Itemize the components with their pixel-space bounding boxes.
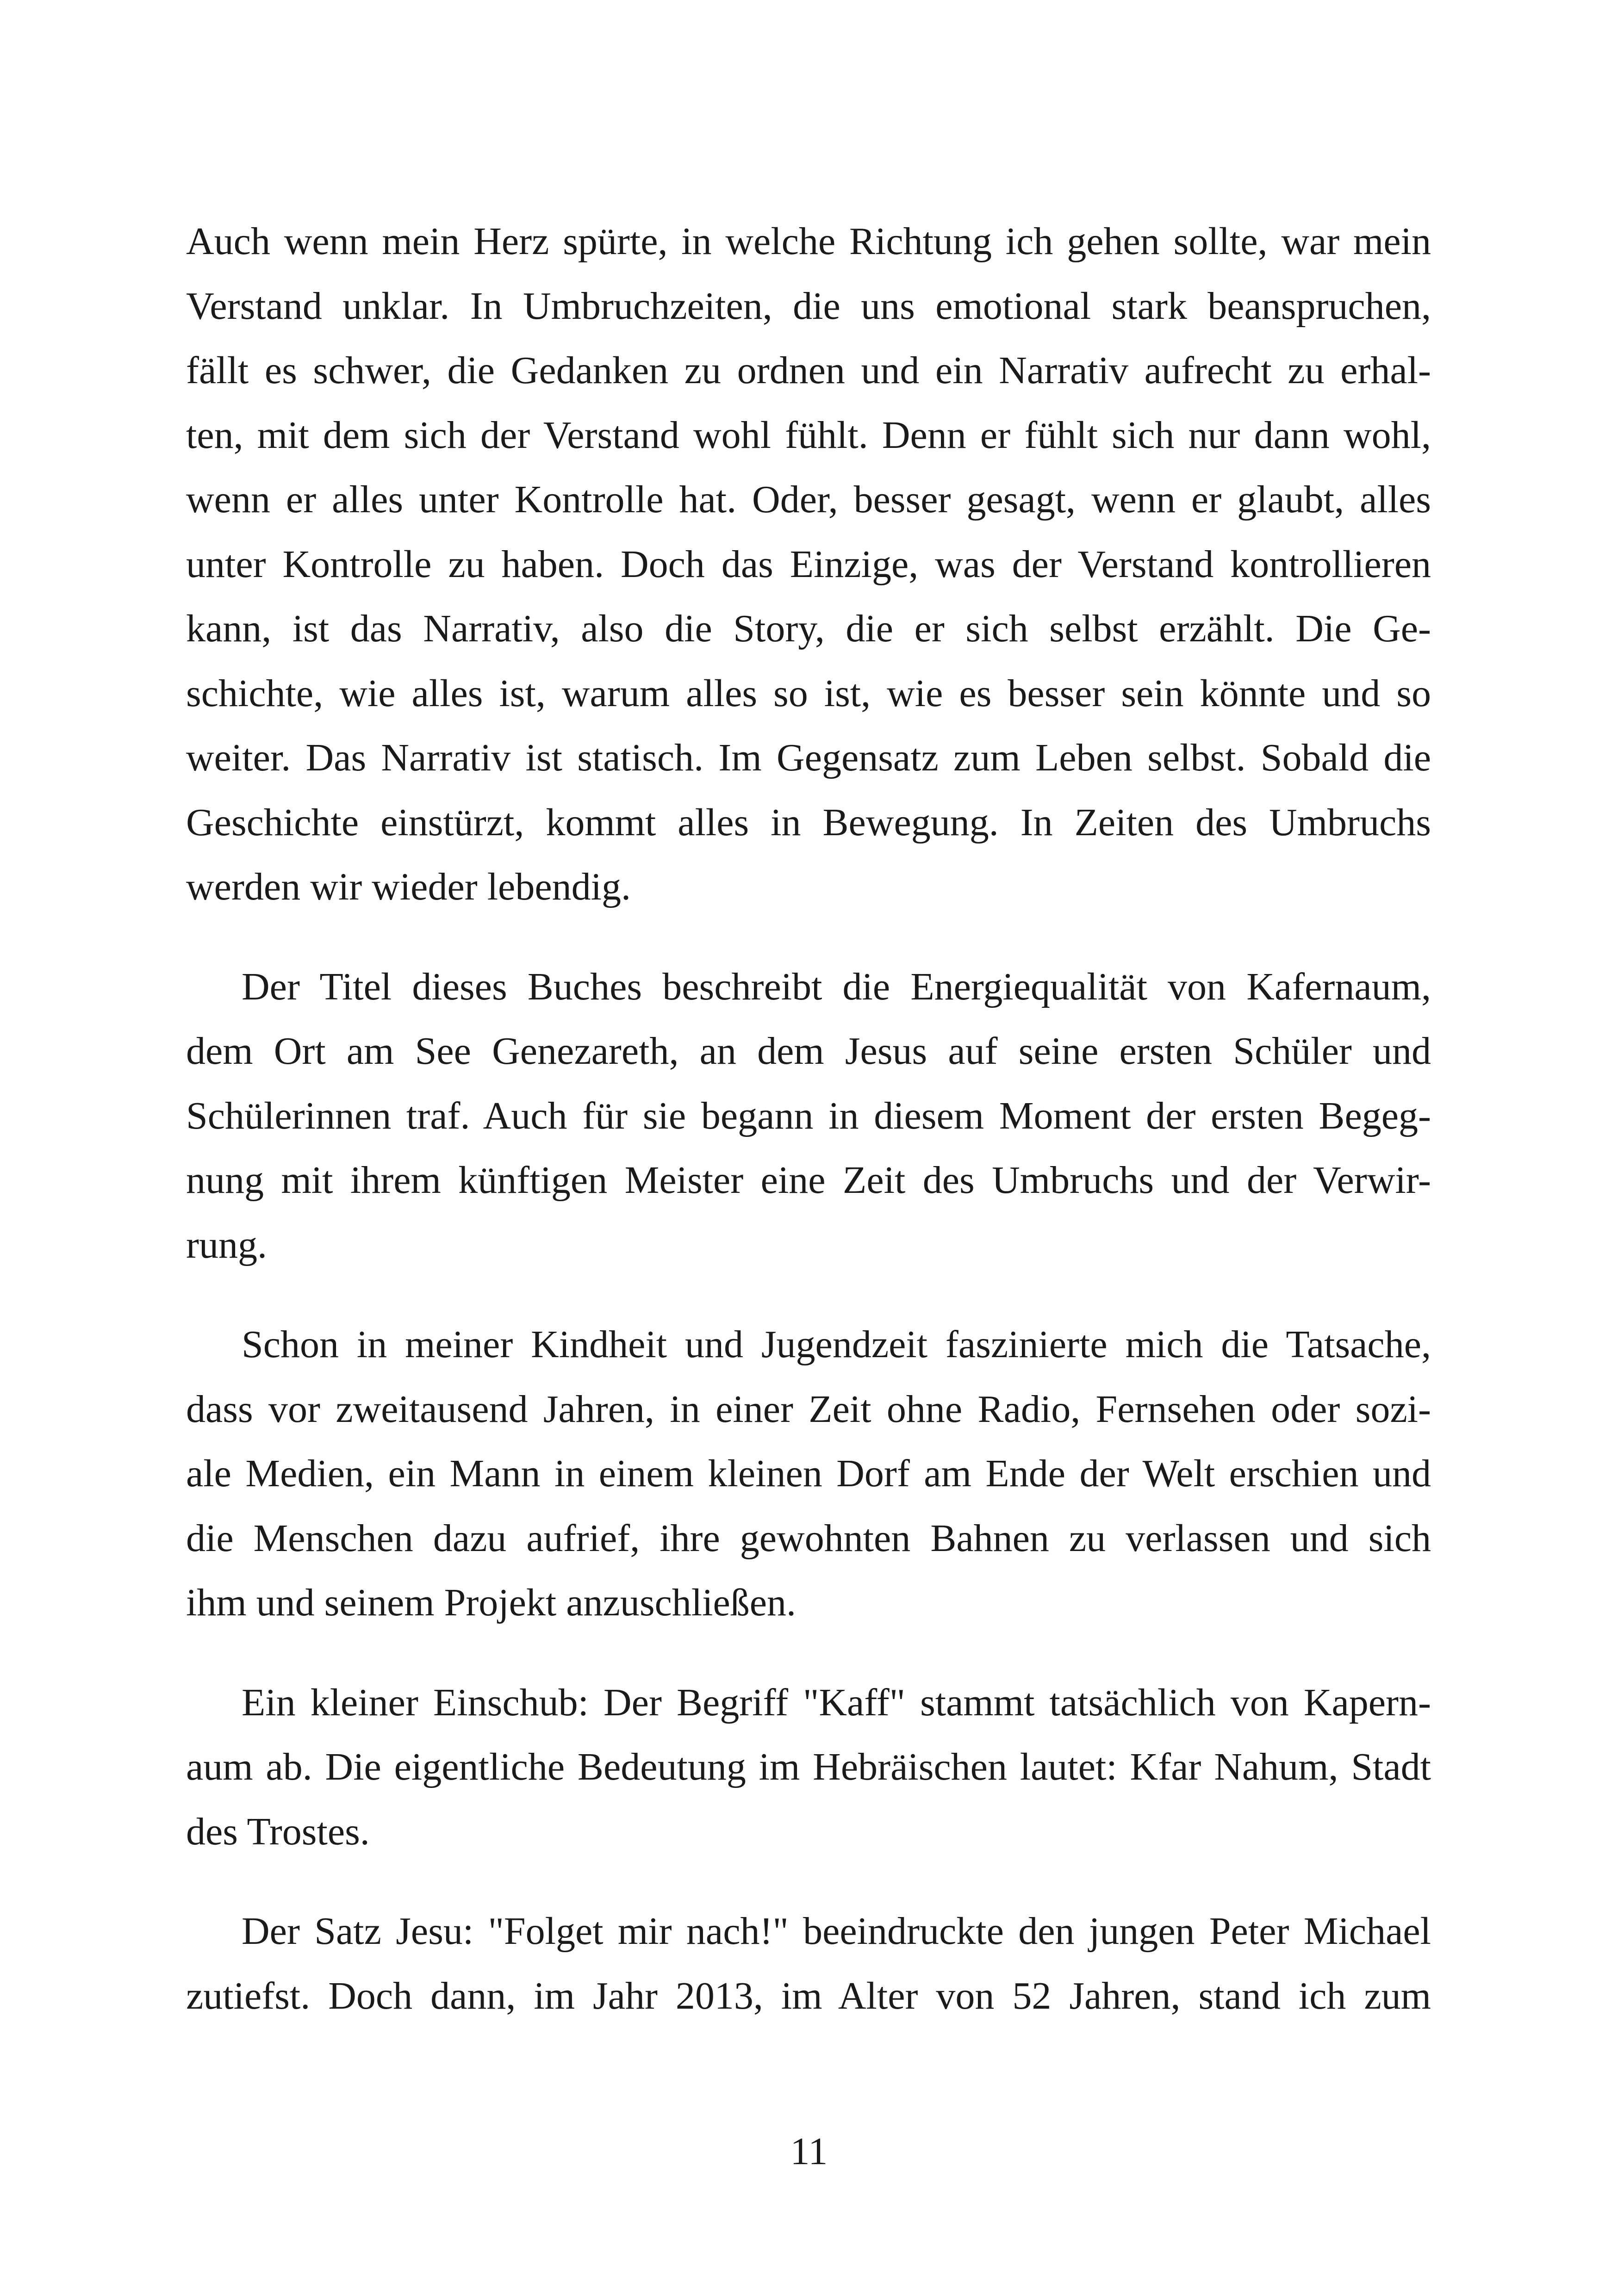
text-line: rung. bbox=[186, 1223, 267, 1266]
text-line: ale Medien, ein Mann in einem kleinen Dorf am Ende der Welt erschien und bbox=[186, 1452, 1431, 1495]
paragraph bbox=[186, 1312, 1431, 1635]
paragraph bbox=[186, 209, 1431, 919]
text-line: Schon in meiner Kindheit und Jugendzeit faszinierte mich die Tatsache, bbox=[242, 1323, 1431, 1366]
paragraph-gap bbox=[186, 1635, 1431, 1670]
paragraph-gap bbox=[186, 1277, 1431, 1312]
text-line: Schülerinnen traf. Auch für sie begann in diesem Moment der ersten Begeg- bbox=[186, 1094, 1431, 1137]
text-line: dass vor zweitausend Jahren, in einer Zeit ohne Radio, Fernsehen oder sozi- bbox=[186, 1387, 1431, 1431]
text-line: werden wir wieder lebendig. bbox=[186, 865, 631, 908]
paragraph bbox=[186, 955, 1431, 1278]
text-line: Verstand unklar. In Umbruchzeiten, die uns emotional stark beanspruchen, bbox=[186, 284, 1431, 328]
text-line: fällt es schwer, die Gedanken zu ordnen und ein Narrativ aufrecht zu erhal- bbox=[186, 349, 1431, 392]
text-line: zutiefst. Doch dann, im Jahr 2013, im Alter von 52 Jahren, stand ich zum bbox=[186, 1974, 1431, 2017]
text-line: kann, ist das Narrativ, also die Story, die er sich selbst erzählt. Die Ge- bbox=[186, 607, 1431, 650]
text-line: Ein kleiner Einschub: Der Begriff "Kaff" stammt tatsächlich von Kapern- bbox=[242, 1681, 1431, 1724]
text-line: dem Ort am See Genezareth, an dem Jesus auf seine ersten Schüler und bbox=[186, 1030, 1431, 1073]
text-line: Der Satz Jesu: "Folget mir nach!" beeindruckte den jungen Peter Michael bbox=[242, 1910, 1431, 1953]
body-text bbox=[186, 209, 1431, 2028]
text-line: ten, mit dem sich der Verstand wohl fühlt. Denn er fühlt sich nur dann wohl, bbox=[186, 413, 1431, 457]
text-line: aum ab. Die eigentliche Bedeutung im Hebräischen lautet: Kfar Nahum, Stadt bbox=[186, 1745, 1431, 1788]
text-line: Der Titel dieses Buches beschreibt die Energiequalität von Kafernaum, bbox=[242, 965, 1431, 1008]
page-number: 11 bbox=[790, 2130, 828, 2173]
text-line: Auch wenn mein Herz spürte, in welche Richtung ich gehen sollte, war mein bbox=[186, 220, 1431, 263]
paragraph-gap bbox=[186, 1864, 1431, 1899]
text-line: wenn er alles unter Kontrolle hat. Oder, besser gesagt, wenn er glaubt, alles bbox=[186, 478, 1431, 521]
paragraph-gap bbox=[186, 919, 1431, 955]
text-line: die Menschen dazu aufrief, ihre gewohnten Bahnen zu verlassen und sich bbox=[186, 1516, 1431, 1560]
text-line: Geschichte einstürzt, kommt alles in Bewegung. In Zeiten des Umbruchs bbox=[186, 800, 1431, 844]
paragraph bbox=[186, 1670, 1431, 1864]
text-line: unter Kontrolle zu haben. Doch das Einzige, was der Verstand kontrollieren bbox=[186, 542, 1431, 586]
text-line: schichte, wie alles ist, warum alles so ist, wie es besser sein könnte und so bbox=[186, 671, 1431, 715]
text-line: weiter. Das Narrativ ist statisch. Im Gegensatz zum Leben selbst. Sobald die bbox=[186, 736, 1431, 779]
text-line: des Trostes. bbox=[186, 1810, 370, 1853]
text-line: ihm und seinem Projekt anzuschließen. bbox=[186, 1581, 797, 1624]
paragraph bbox=[186, 1899, 1431, 2028]
text-line: nung mit ihrem künftigen Meister eine Zeit des Umbruchs und der Verwir- bbox=[186, 1159, 1431, 1202]
